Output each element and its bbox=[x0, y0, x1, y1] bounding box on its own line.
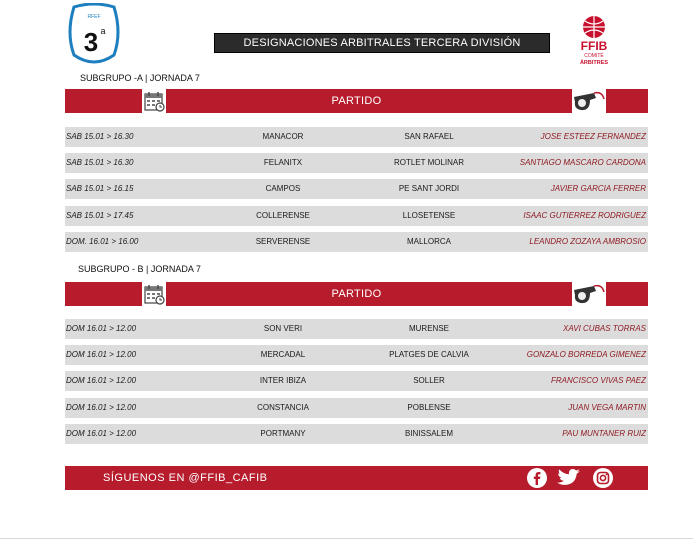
bottom-divider bbox=[0, 538, 693, 539]
partido-label: PARTIDO bbox=[331, 288, 382, 300]
referee-name: GONZALO BORREDA GIMENEZ bbox=[526, 350, 646, 359]
badge-top-text: RFEF bbox=[87, 14, 101, 20]
referee-name: JOSE ESTEEZ FERNANDEZ bbox=[540, 132, 646, 141]
match-date: SAB 15.01 > 16.30 bbox=[66, 132, 134, 141]
twitter-icon[interactable] bbox=[556, 467, 582, 489]
match-row bbox=[65, 319, 648, 339]
subgroup-b-title: SUBGRUPO - B | JORNADA 7 bbox=[78, 264, 201, 274]
match-row bbox=[65, 179, 648, 199]
match-row bbox=[65, 232, 648, 252]
partido-bar-a bbox=[65, 89, 648, 113]
away-team: ROTLET MOLINAR bbox=[393, 158, 465, 167]
match-row bbox=[65, 153, 648, 173]
match-row bbox=[65, 398, 648, 418]
away-team: PLATGES DE CALVIA bbox=[389, 350, 469, 359]
home-team: SERVERENSE bbox=[255, 237, 311, 246]
instagram-icon[interactable] bbox=[592, 467, 614, 489]
match-row bbox=[65, 345, 648, 365]
match-date: DOM 16.01 > 12.00 bbox=[66, 429, 137, 438]
match-date: SAB 15.01 > 16.30 bbox=[66, 158, 134, 167]
away-team: SAN RAFAEL bbox=[404, 132, 454, 141]
referee-name: FRANCISCO VIVAS PAEZ bbox=[551, 376, 646, 385]
calendar-icon bbox=[142, 282, 166, 306]
home-team: PORTMANY bbox=[260, 429, 306, 438]
badge-suffix: a bbox=[100, 26, 106, 36]
referee-name: SANTIAGO MASCARO CARDONA bbox=[519, 158, 646, 167]
logo-sub2: ÀRBITRES bbox=[579, 60, 609, 66]
whistle-icon bbox=[572, 282, 606, 306]
referee-name: XAVI CUBAS TORRAS bbox=[563, 324, 646, 333]
whistle-icon bbox=[572, 89, 606, 113]
home-team: SON VERI bbox=[263, 324, 303, 333]
match-date: DOM. 16.01 > 16.00 bbox=[66, 237, 139, 246]
badge-number: 3 bbox=[83, 27, 99, 57]
away-team: SOLLER bbox=[413, 376, 445, 385]
referee-name: JUAN VEGA MARTIN bbox=[568, 403, 646, 412]
home-team: FELANITX bbox=[263, 158, 303, 167]
match-date: SAB 15.01 > 16.15 bbox=[66, 184, 134, 193]
away-team: POBLENSE bbox=[407, 403, 451, 412]
home-team: COLLERENSE bbox=[256, 211, 310, 220]
match-row bbox=[65, 371, 648, 391]
referee-name: JAVIER GARCIA FERRER bbox=[550, 184, 646, 193]
home-team: INTER IBIZA bbox=[259, 376, 307, 385]
away-team: LLOSETENSE bbox=[402, 211, 456, 220]
page-title: DESIGNACIONES ARBITRALES TERCERA DIVISIÓN bbox=[214, 33, 550, 53]
match-date: SAB 15.01 > 17.45 bbox=[66, 211, 134, 220]
tercera-division-badge bbox=[66, 3, 122, 67]
match-row bbox=[65, 424, 648, 444]
social-footer bbox=[65, 466, 648, 490]
away-team: MALLORCA bbox=[406, 237, 451, 246]
match-date: DOM 16.01 > 12.00 bbox=[66, 324, 137, 333]
referee-name: PAU MUNTANER RUIZ bbox=[562, 429, 646, 438]
referee-name: LEANDRO ZOZAYA AMBROSIO bbox=[529, 237, 646, 246]
match-date: DOM 16.01 > 12.00 bbox=[66, 350, 137, 359]
home-team: CONSTANCIA bbox=[257, 403, 309, 412]
facebook-icon[interactable] bbox=[526, 467, 548, 489]
home-team: MERCADAL bbox=[260, 350, 306, 359]
match-date: DOM 16.01 > 12.00 bbox=[66, 403, 137, 412]
match-row bbox=[65, 127, 648, 147]
away-team: MURENSE bbox=[408, 324, 449, 333]
away-team: PE SANT JORDI bbox=[398, 184, 460, 193]
home-team: MANACOR bbox=[262, 132, 304, 141]
ffib-logo bbox=[572, 14, 616, 68]
subgroup-a-title: SUBGRUPO -A | JORNADA 7 bbox=[80, 73, 200, 83]
logo-text: FFIB bbox=[580, 39, 608, 53]
referee-name: ISAAC GUTIERREZ RODRIGUEZ bbox=[523, 211, 646, 220]
partido-bar-b bbox=[65, 282, 648, 306]
away-team: BINISSALEM bbox=[404, 429, 453, 438]
partido-label: PARTIDO bbox=[331, 95, 382, 107]
match-date: DOM 16.01 > 12.00 bbox=[66, 376, 137, 385]
home-team: CAMPOS bbox=[265, 184, 301, 193]
logo-sub1: COMITÉ bbox=[584, 53, 604, 59]
match-row bbox=[65, 206, 648, 226]
calendar-icon bbox=[142, 89, 166, 113]
follow-text: SÍGUENOS EN @FFIB_CAFIB bbox=[103, 472, 268, 484]
